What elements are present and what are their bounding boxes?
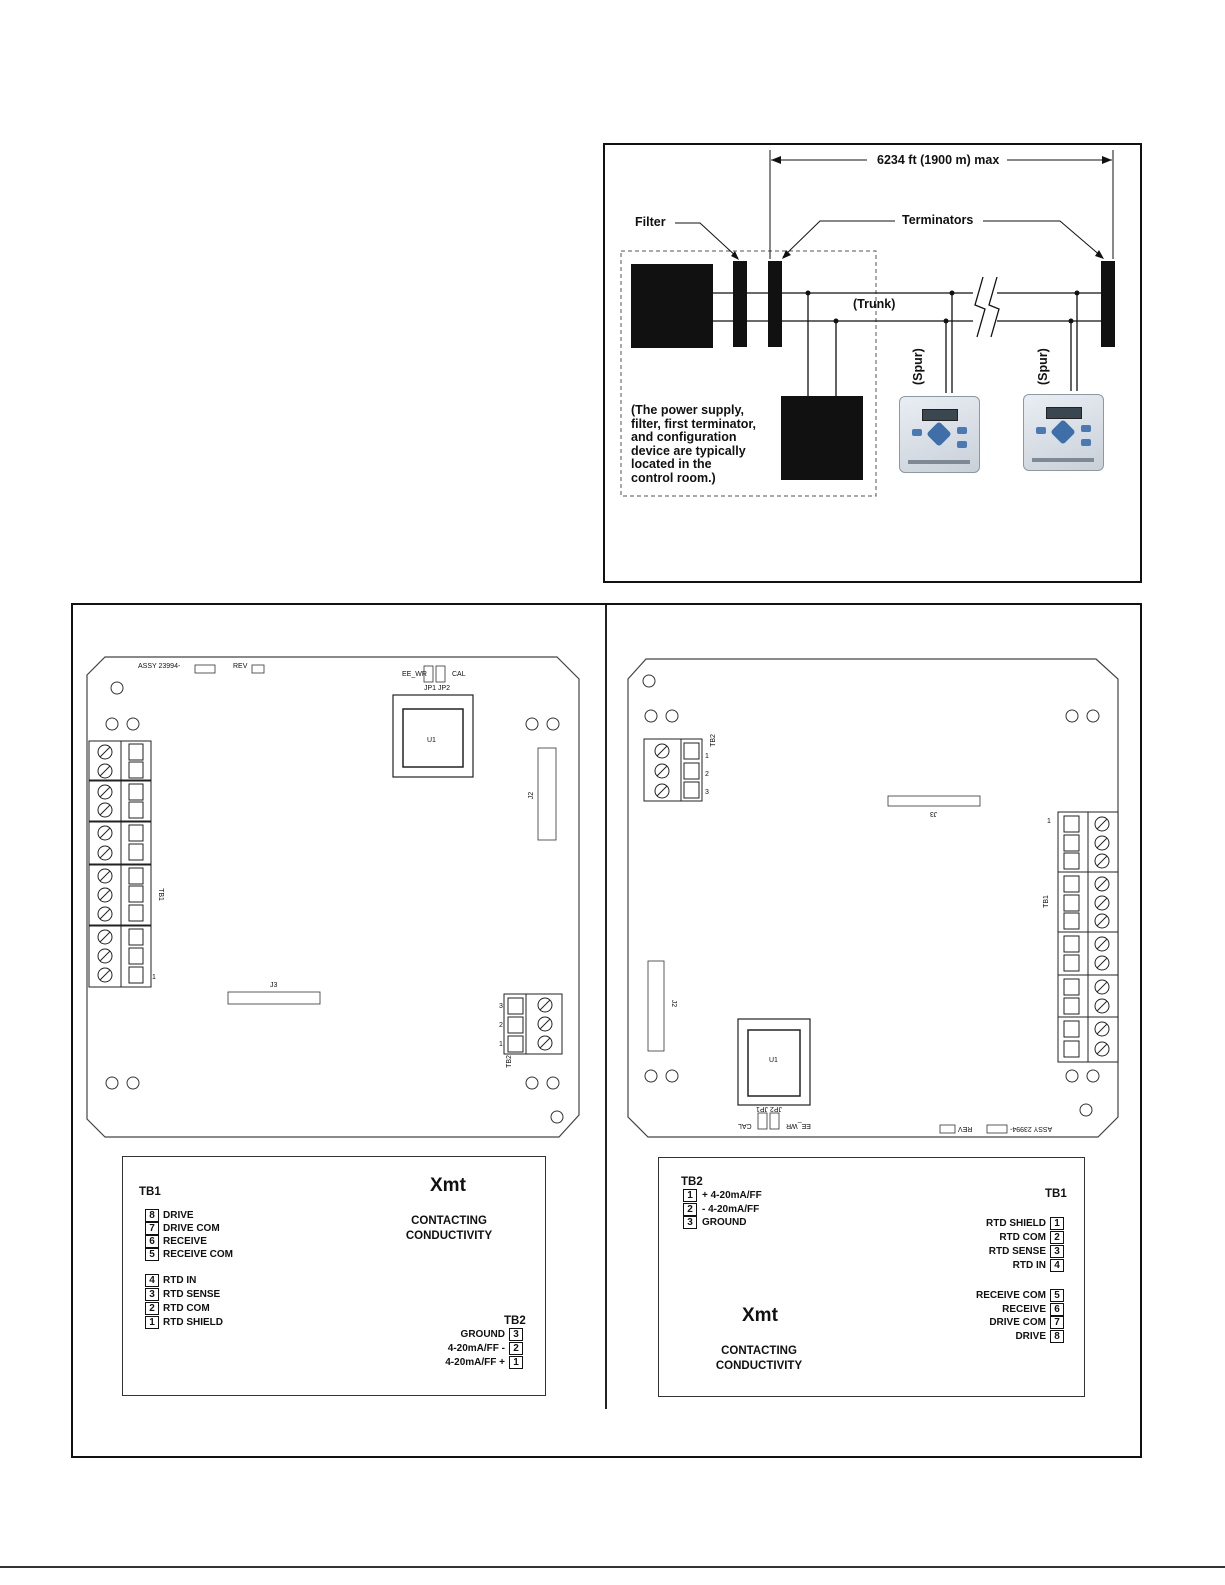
mounting-hole (645, 1070, 657, 1082)
terminal-number: 8 (145, 1209, 159, 1222)
left-jumper-left-label: EE_WR (402, 671, 427, 678)
right-tb1-label: TB1 (1042, 895, 1050, 908)
terminal-number: 5 (145, 1248, 159, 1261)
terminal-label: RTD COM (163, 1303, 210, 1314)
terminal-number: 5 (1050, 1289, 1064, 1302)
terminal-label: - 4-20mA/FF (702, 1204, 760, 1215)
mounting-hole (643, 675, 655, 687)
right-legend-row (683, 1203, 759, 1216)
filter-leader-line (675, 223, 738, 258)
transmitter-button (957, 427, 967, 434)
mounting-hole (1087, 1070, 1099, 1082)
right-legend-row (999, 1231, 1064, 1244)
trunk-break-symbol (975, 277, 985, 337)
right-legend-box (658, 1157, 1085, 1397)
terminal-number: 2 (683, 1203, 697, 1216)
junction-dot (1075, 291, 1080, 296)
terminal-label: DRIVE (163, 1210, 194, 1221)
distance-arrowhead-left (771, 156, 781, 164)
mounting-hole (666, 1070, 678, 1082)
left-legend-row (145, 1222, 220, 1235)
mounting-hole (666, 710, 678, 722)
left-tb2-pin-3: 3 (499, 1003, 503, 1010)
mounting-hole (526, 1077, 538, 1089)
terminal-label: RTD IN (163, 1275, 197, 1286)
junction-dot (834, 319, 839, 324)
mounting-hole (127, 718, 139, 730)
left-legend-row (145, 1235, 207, 1248)
terminal-label: + 4-20mA/FF (702, 1190, 762, 1201)
terminal-number: 2 (1050, 1231, 1064, 1244)
left-tb2-label: TB2 (505, 1055, 513, 1068)
terminal-label: RTD SENSE (163, 1289, 221, 1300)
left-rev-label: REV (233, 663, 248, 670)
transmitter-keypad (1050, 419, 1075, 444)
mounting-hole (1066, 710, 1078, 722)
rev-box (940, 1125, 955, 1133)
junction-dot (950, 291, 955, 296)
left-j3-label: J3 (270, 982, 278, 989)
left-legend-xmt-title: Xmt (430, 1175, 466, 1196)
right-assy-label: ASSY 23994- (1010, 1125, 1053, 1132)
subtitle-line: CONTACTING (721, 1345, 797, 1357)
mounting-hole (645, 710, 657, 722)
left-legend-row (448, 1342, 523, 1355)
spur-label-2: (Spur) (1036, 348, 1050, 385)
note-line: (The power supply, (631, 403, 744, 417)
right-legend-tb2-heading: TB2 (681, 1176, 703, 1188)
power-supply-block (631, 264, 713, 348)
transmitter-display (922, 409, 958, 421)
right-j3-label: J3 (930, 810, 938, 817)
terminal-label: RTD SENSE (988, 1246, 1046, 1257)
terminal-label: RTD SHIELD (163, 1317, 223, 1328)
filter-block (733, 261, 747, 347)
terminal-label: 4-20mA/FF - (447, 1343, 505, 1354)
left-tb2-pin-1: 1 (499, 1041, 503, 1048)
terminal-number: 1 (145, 1316, 159, 1329)
terminal-label: RECEIVE (163, 1236, 207, 1247)
terminal-number: 8 (1050, 1330, 1064, 1343)
terminal-number: 7 (145, 1222, 159, 1235)
terminal-label: RTD IN (1012, 1260, 1046, 1271)
distance-arrowhead-right (1102, 156, 1112, 164)
right-u1-label: U1 (769, 1057, 778, 1064)
fieldbus-diagram-svg (605, 145, 1140, 581)
left-j2-label: J2 (528, 791, 536, 800)
right-jumper-right-label: EE_WR (786, 1122, 811, 1129)
spur-label-1: (Spur) (911, 348, 925, 385)
left-legend-tb2-heading: TB2 (504, 1315, 526, 1327)
right-legend-row (683, 1189, 762, 1202)
tb2-terminal-block (504, 994, 562, 1054)
left-assy-label: ASSY 23994- (138, 663, 181, 670)
left-legend-tb1-heading: TB1 (139, 1186, 161, 1198)
transmitter-display (1046, 407, 1082, 419)
right-legend-tb1-heading: TB1 (1045, 1188, 1067, 1200)
right-j2-label: J2 (670, 999, 678, 1008)
note-line: filter, first terminator, (631, 416, 757, 431)
trunk-break-symbol-2 (989, 277, 999, 337)
terminal-label: RECEIVE COM (975, 1290, 1046, 1301)
j3-connector (888, 796, 980, 806)
terminal-number: 6 (1050, 1303, 1064, 1316)
transmitter-label-strip (1032, 458, 1094, 462)
left-tb2-pin-2: 2 (499, 1022, 503, 1029)
terminal-number: 3 (1050, 1245, 1064, 1258)
left-legend-row (145, 1209, 194, 1222)
mounting-hole (526, 718, 538, 730)
trunk-label: (Trunk) (853, 297, 896, 311)
tb1-terminal-block (1058, 812, 1118, 1062)
right-legend-row (976, 1289, 1064, 1302)
transmitter-device-image (899, 396, 980, 473)
terminator-leader-arrow-right (1095, 250, 1104, 259)
transmitter-button (912, 429, 922, 436)
terminal-label: DRIVE COM (163, 1223, 220, 1234)
right-tb2-pin-1: 1 (705, 753, 709, 760)
left-legend-row (461, 1328, 523, 1341)
terminator-last (1101, 261, 1115, 347)
transmitter-button (1081, 439, 1091, 446)
left-legend-subtitle (399, 1214, 499, 1244)
rev-box (252, 665, 264, 673)
terminal-label: RECEIVE (1002, 1304, 1046, 1315)
left-legend-row (145, 1302, 210, 1315)
right-legend-row (1002, 1303, 1064, 1316)
mounting-hole (1087, 710, 1099, 722)
j2-connector (648, 961, 664, 1051)
j3-connector (228, 992, 320, 1004)
left-jp-labels: JP1 JP2 (424, 685, 451, 692)
terminal-number: 2 (509, 1342, 523, 1355)
note-line: located in the (631, 457, 712, 471)
transmitter-label-strip (908, 460, 970, 464)
note-line: and configuration (631, 430, 737, 444)
terminal-number: 7 (1050, 1316, 1064, 1329)
right-jp-labels: JP2 JP1 (756, 1105, 783, 1112)
tb1-terminal-block (89, 741, 151, 987)
left-tb1-pin-1: 1 (152, 974, 156, 981)
terminator-first (768, 261, 782, 347)
control-room-note (631, 404, 781, 485)
right-legend-row (989, 1316, 1064, 1329)
left-legend-row (145, 1274, 196, 1287)
terminal-label: RTD SHIELD (986, 1218, 1046, 1229)
left-legend-row (145, 1248, 233, 1261)
right-legend-row (989, 1245, 1064, 1258)
terminal-number: 3 (145, 1288, 159, 1301)
note-line: control room.) (631, 470, 716, 485)
terminal-number: 1 (683, 1189, 697, 1202)
assy-number-box (195, 665, 215, 673)
right-legend-row (1015, 1330, 1064, 1343)
jumper-jp1 (770, 1113, 779, 1129)
junction-dot (1069, 319, 1074, 324)
right-legend-row (683, 1216, 746, 1229)
terminators-label: Terminators (902, 213, 974, 227)
page-bottom-rule (0, 1566, 1225, 1568)
right-tb1-pin-1: 1 (1047, 818, 1051, 825)
mounting-hole (551, 1111, 563, 1123)
subtitle-line: CONDUCTIVITY (715, 1360, 803, 1372)
terminal-number: 1 (509, 1356, 523, 1369)
assy-number-box (987, 1125, 1007, 1133)
terminal-number: 3 (509, 1328, 523, 1341)
mounting-hole (106, 1077, 118, 1089)
jumper-jp2 (758, 1113, 767, 1129)
configuration-device-block (781, 396, 863, 480)
terminal-label: 4-20mA/FF + (445, 1357, 505, 1368)
transmitter-device-image (1023, 394, 1104, 471)
right-tb2-label: TB2 (709, 734, 717, 747)
mounting-hole (547, 718, 559, 730)
right-legend-subtitle (709, 1344, 809, 1374)
left-tb1-label: TB1 (156, 888, 164, 901)
terminal-label: RECEIVE COM (163, 1249, 234, 1260)
left-legend-row (145, 1288, 220, 1301)
transmitter-keypad (926, 421, 951, 446)
terminal-label: GROUND (460, 1329, 505, 1340)
subtitle-line: CONTACTING (411, 1215, 487, 1227)
tb2-terminal-block (644, 739, 702, 801)
fieldbus-diagram-panel (603, 143, 1142, 583)
note-line: device are typically (631, 443, 746, 458)
left-legend-row (445, 1356, 523, 1369)
subtitle-line: CONDUCTIVITY (405, 1230, 493, 1242)
transmitter-button (1081, 425, 1091, 432)
left-u1-label: U1 (427, 737, 436, 744)
right-tb2-pin-3: 3 (705, 789, 709, 796)
terminal-number: 3 (683, 1216, 697, 1229)
terminal-label: RTD COM (999, 1232, 1046, 1243)
transmitter-button (1036, 427, 1046, 434)
mounting-hole (127, 1077, 139, 1089)
left-legend-box (122, 1156, 546, 1396)
right-legend-row (1013, 1259, 1064, 1272)
panel-divider (605, 605, 607, 1409)
terminal-label: DRIVE COM (989, 1317, 1046, 1328)
distance-label: 6234 ft (1900 m) max (877, 153, 1000, 167)
mounting-hole (111, 682, 123, 694)
mounting-hole (1066, 1070, 1078, 1082)
right-legend-xmt-title: Xmt (742, 1305, 778, 1326)
right-rev-label: REV (958, 1125, 973, 1132)
right-legend-row (986, 1217, 1064, 1230)
mounting-hole (547, 1077, 559, 1089)
mounting-hole (106, 718, 118, 730)
left-legend-row (145, 1316, 223, 1329)
terminal-label: GROUND (702, 1217, 747, 1228)
terminal-number: 6 (145, 1235, 159, 1248)
terminal-number: 2 (145, 1302, 159, 1315)
terminator-leader-right (983, 221, 1102, 257)
terminal-number: 4 (1050, 1259, 1064, 1272)
j2-connector (538, 748, 556, 840)
terminator-leader-left (783, 221, 895, 257)
left-jumper-right-label: CAL (452, 671, 466, 678)
right-tb2-pin-2: 2 (705, 771, 709, 778)
jumper-jp2 (436, 666, 445, 682)
terminal-number: 4 (145, 1274, 159, 1287)
terminal-number: 1 (1050, 1217, 1064, 1230)
junction-dot (806, 291, 811, 296)
terminal-label: DRIVE (1015, 1331, 1046, 1342)
mounting-hole (1080, 1104, 1092, 1116)
transmitter-button (957, 441, 967, 448)
filter-label: Filter (635, 215, 666, 229)
right-jumper-left-label: CAL (738, 1122, 752, 1129)
junction-dot (944, 319, 949, 324)
